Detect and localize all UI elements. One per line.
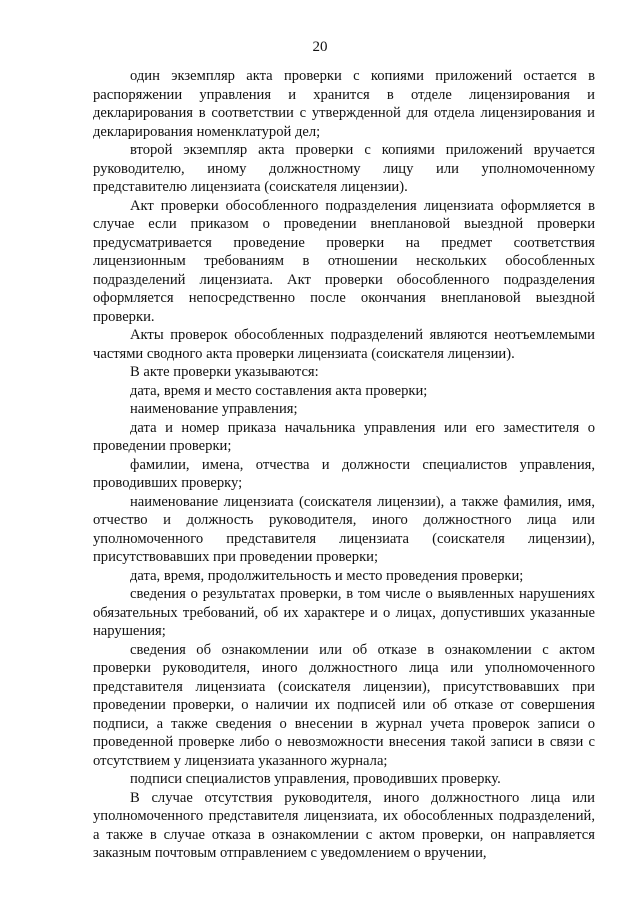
paragraph: подписи специалистов управления, проводивших проверку. [130,771,501,787]
paragraph: сведения об ознакомлении или об отказе в ознакомлении с актом проверки руководителя, иного должностного лица или уполномоченного представителя лицензиата (соискателя лицензии), присутствовавших при проведении проверки, о наличии их подписей или об отказе от совершения подписи, а также сведения о внесении в журнал учета проверок записи о проведенной проверке либо о невозможности внесения такой записи в связи с отсутствием у лицензиата указанного журнала; [93,641,595,769]
paragraph: дата, время и место составления акта проверки; [130,382,428,399]
body-text [93,67,595,863]
paragraph: дата, время, продолжительность и место проведения проверки; [130,567,524,584]
page-number: 20 [312,39,328,55]
paragraph: второй экземпляр акта проверки с копиями приложений вручается руководителю, иному должностному лицу или уполномоченному представителю лицензиата (соискателя лицензии). [93,142,595,195]
paragraph: фамилии, имена, отчества и должности специалистов управления, проводивших проверку; [93,456,595,491]
paragraph: наименование управления; [130,401,298,417]
paragraph: В акте проверки указываются: [130,364,319,380]
paragraph: сведения о результатах проверки, в том числе о выявленных нарушениях обязательных требований, об их характере и о лицах, допустивших указанные нарушения; [93,586,595,639]
paragraph: В случае отсутствия руководителя, иного должностного лица или уполномоченного представителя лицензиата, их обособленных подразделений, а также в случае отказа в ознакомлении с актом проверки, он направляется заказным почтовым отправлением с уведомлением о вручении, [93,789,595,861]
paragraph: Акт проверки обособленного подразделения лицензиата оформляется в случае если приказом о проведении внеплановой выездной проверки предусматривается проведение проверки на предмет соответствия лицензионным требованиям в отношении нескольких обособленных подразделений лицензиата. Акт проверки обособленного подразделения оформляется непосредственно после окончания внеплановой выездной проверки. [93,197,595,325]
paragraph: Акты проверок обособленных подразделений являются неотъемлемыми частями сводного акта проверки лицензиата (соискателя лицензии). [93,327,595,362]
paragraph: один экземпляр акта проверки с копиями приложений остается в распоряжении управления и хранится в отделе лицензирования и декларирования в соответствии с утвержденной для отдела лицензирования и декларирования номенклатурой дел; [93,68,595,140]
paragraph: наименование лицензиата (соискателя лицензии), а также фамилия, имя, отчество и должность руководителя, иного должностного лица или уполномоченного представителя лицензиата (соискателя лицензии), присутствовавших при проведении проверки; [93,493,595,565]
paragraph: дата и номер приказа начальника управления или его заместителя о проведении проверки; [93,419,595,454]
